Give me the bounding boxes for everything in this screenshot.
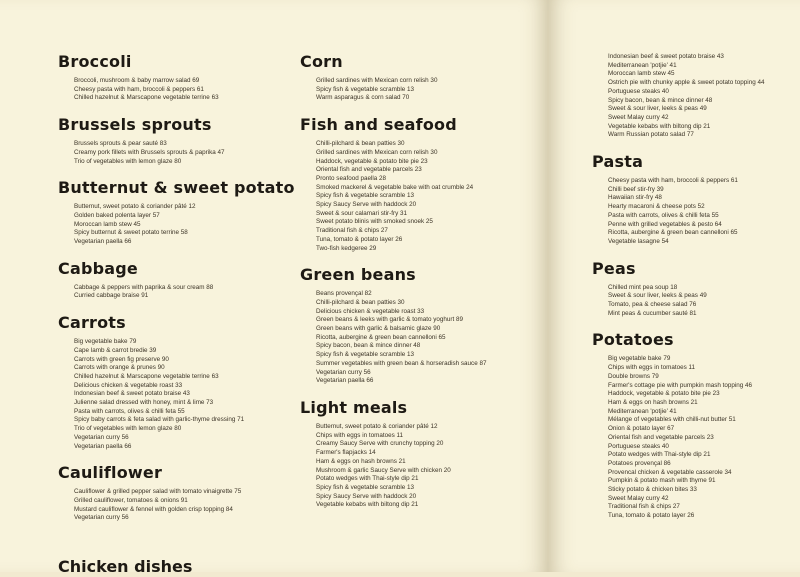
recipe-entry: Potatoes provençal 86 [608,459,671,467]
recipe-entry: Chilled mint pea soup 18 [608,283,678,291]
recipe-entry: Creamy Saucy Serve with crunchy topping 20 [316,440,444,448]
recipe-entry: Tuna, tomato & potato layer 26 [316,235,403,243]
recipe-entry: Vegetable lasagne 54 [608,237,669,245]
recipe-entry: Green beans & leeks with garlic & tomato yoghurt 89 [316,316,464,324]
recipe-entry: Sticky potato & chicken bites 33 [608,486,697,494]
recipe-entry: Ham & eggs on hash browns 21 [608,398,698,406]
recipe-entry: Spicy bacon, bean & mince dinner 48 [608,96,713,104]
recipe-entry: Traditional fish & chips 27 [316,227,388,235]
recipe-entry: Hearty macaroni & cheese pots 52 [608,203,705,211]
recipe-entry: Butternut, sweet potato & coriander pâté 12 [74,203,196,211]
recipe-entry: Spicy fish & vegetable scramble 13 [316,351,415,359]
recipe-list [592,284,792,319]
recipe-entry: Potato wedges with Thai-style dip 21 [608,451,711,459]
recipe-list [300,423,540,510]
recipe-entry: Big vegetable bake 79 [74,338,137,346]
recipe-entry: Haddock, vegetable & potato bite pie 23 [316,157,428,165]
recipe-entry: Oriental fish and vegetable parcels 23 [608,433,714,441]
recipe-entry: Moroccan lamb stew 45 [74,220,141,228]
section-broccoli [58,52,278,103]
recipe-entry: Onion & potato layer 67 [608,425,675,433]
section-light-meals [300,398,540,510]
index-column-3 [592,53,792,521]
section-peas [592,259,792,319]
recipe-entry: Sweet Malay curry 42 [608,113,669,121]
recipe-entry: Mediterranean 'potjie' 41 [608,407,677,415]
recipe-entry: Delicious chicken & vegetable roast 33 [316,307,425,315]
section-corn [300,52,540,103]
recipe-list [58,77,278,103]
recipe-entry: Trio of vegetables with lemon glaze 80 [74,157,182,165]
recipe-entry: Chips with eggs in tomatoes 11 [608,364,696,372]
section-heading: Light meals [300,397,408,417]
recipe-entry: Portuguese steaks 40 [608,87,669,95]
recipe-entry: Pumpkin & potato mash with thyme 91 [608,477,716,485]
recipe-list [58,284,278,301]
recipe-entry: Ricotta, aubergine & green bean cannelloni 65 [316,333,446,341]
section-carrots [58,313,278,451]
recipe-entry: Potato wedges with Thai-style dip 21 [316,475,419,483]
section-brussels-sprouts [58,115,278,166]
recipe-entry: Pasta with carrots, olives & chilli feta 55 [74,407,185,415]
recipe-list [300,140,540,253]
recipe-entry: Summer vegetables with green bean & horseradish sauce 87 [316,359,487,367]
recipe-entry: Sweet & sour liver, leeks & peas 49 [608,292,707,300]
recipe-entry: Sweet Malay curry 42 [608,494,669,502]
recipe-entry: Ham & eggs on hash browns 21 [316,457,406,465]
recipe-list [58,338,278,451]
recipe-entry: Curried cabbage braise 91 [74,292,149,300]
recipe-entry: Cape lamb & carrot bredie 39 [74,346,157,354]
section-heading: Fish and seafood [300,115,457,135]
section-pasta [592,152,792,247]
recipe-entry: Spicy baby carrots & feta salad with garlic-thyme dressing 71 [74,416,245,424]
cut-off-heading: Chicken dishes [58,557,193,576]
recipe-entry: Vegetable kebabs with biltong dip 21 [316,501,419,509]
section-heading: Cauliflower [58,463,163,483]
recipe-entry: Creamy pork fillets with Brussels sprouts & paprika 47 [74,148,225,156]
recipe-entry: Provencal chicken & vegetable casserole 34 [608,468,732,476]
recipe-entry: Pronto seafood paella 28 [316,174,387,182]
recipe-entry: Haddock, vegetable & potato bite pie 23 [608,390,720,398]
recipe-entry: Indonesian beef & sweet potato braise 43 [608,53,724,60]
recipe-entry: Vegetarian curry 56 [74,514,129,522]
recipe-entry: Beans provençal 82 [316,290,372,298]
recipe-entry: Hawaiian stir-fry 48 [608,194,662,202]
recipe-entry: Spicy fish & vegetable scramble 13 [316,192,415,200]
section-heading: Pasta [592,152,644,172]
recipe-entry: Farmer's cottage pie with pumpkin mash topping 46 [608,381,753,389]
recipe-entry: Grilled sardines with Mexican corn relish 30 [316,148,438,156]
recipe-entry: Tomato, pea & cheese salad 76 [608,301,697,309]
recipe-entry: Green beans with garlic & balsamic glaze 90 [316,325,441,333]
recipe-entry: Vegetarian paella 66 [74,238,132,246]
recipe-entry: Trio of vegetables with lemon glaze 80 [74,425,182,433]
recipe-entry: Vegetable kebabs with biltong dip 21 [608,122,711,130]
recipe-entry: Warm asparagus & corn salad 70 [316,94,410,102]
recipe-entry: Big vegetable bake 79 [608,355,671,363]
index-column-2 [300,52,540,510]
recipe-entry: Spicy Saucy Serve with haddock 20 [316,201,417,209]
recipe-entry: Chilli-pilchard & bean patties 30 [316,140,405,148]
recipe-entry: Butternut, sweet potato & coriander pâté 12 [316,422,438,430]
recipe-entry: Golden baked polenta layer 57 [74,211,160,219]
recipe-entry: Cauliflower & grilled pepper salad with tomato vinaigrette 75 [74,488,242,496]
recipe-list [58,140,278,166]
recipe-entry: Ostrich pie with chunky apple & sweet potato topping 44 [608,79,765,87]
recipe-entry: Grilled cauliflower, tomatoes & onions 91 [74,496,188,504]
section-heading: Butternut & sweet potato [58,178,295,198]
continued-recipe-list [592,53,792,140]
recipe-entry: Mediterranean 'potjie' 41 [608,61,677,69]
recipe-entry: Sweet & sour calamari stir-fry 31 [316,209,407,217]
recipe-entry: Traditional fish & chips 27 [608,503,680,511]
section-cabbage [58,259,278,301]
recipe-entry: Penne with grilled vegetables & pesto 64 [608,220,722,228]
recipe-entry: Cheesy pasta with ham, broccoli & peppers 61 [608,177,738,185]
recipe-entry: Oriental fish and vegetable parcels 23 [316,166,422,174]
recipe-entry: Chilli beef stir-fry 39 [608,185,664,193]
recipe-list [300,290,540,386]
section-heading: Potatoes [592,330,674,350]
recipe-entry: Indonesian beef & sweet potato braise 43 [74,390,190,398]
recipe-entry: Vegetarian curry 56 [316,368,371,376]
index-column-1 [58,52,295,523]
recipe-entry: Pasta with carrots, olives & chilli feta 55 [608,211,719,219]
recipe-entry: Mushroom & garlic Saucy Serve with chicken 20 [316,466,451,474]
recipe-entry: Two-fish kedgeree 29 [316,244,377,252]
recipe-list [58,488,278,523]
recipe-entry: Mint peas & cucumber sauté 81 [608,309,697,317]
section-heading: Broccoli [58,52,132,71]
recipe-entry: Ricotta, aubergine & green bean cannelloni 65 [608,229,738,237]
recipe-entry: Mélange of vegetables with chilli-nut butter 51 [608,416,736,424]
recipe-entry: Portuguese steaks 40 [608,442,669,450]
recipe-entry: Vegetarian curry 56 [74,433,129,441]
section-heading: Peas [592,258,636,278]
section-cauliflower [58,463,278,523]
recipe-entry: Brussels sprouts & pear sauté 83 [74,140,167,148]
recipe-entry: Chilled hazelnut & Marscapone vegetable terrine 63 [74,372,219,380]
section-butternut [58,178,295,247]
recipe-entry: Carrots with orange & prunes 90 [74,364,165,372]
section-heading: Carrots [58,313,126,333]
recipe-entry: Spicy Saucy Serve with haddock 20 [316,492,417,500]
recipe-entry: Julienne salad dressed with honey, mint & lime 73 [74,399,214,407]
recipe-entry: Tuna, tomato & potato layer 26 [608,512,695,520]
recipe-entry: Warm Russian potato salad 77 [608,131,694,139]
section-heading: Corn [300,52,343,71]
section-heading: Brussels sprouts [58,115,212,135]
recipe-entry: Cheesy pasta with ham, broccoli & peppers 61 [74,85,204,93]
recipe-entry: Vegetarian paella 66 [74,442,132,450]
section-heading: Green beans [300,265,416,285]
section-potatoes [592,330,792,520]
recipe-entry: Moroccan lamb stew 45 [608,70,675,78]
section-green-beans [300,265,540,386]
recipe-entry: Spicy fish & vegetable scramble 13 [316,483,415,491]
recipe-entry: Grilled sardines with Mexican corn relish 30 [316,77,438,84]
recipe-list [592,355,792,520]
recipe-entry: Double browns 79 [608,372,659,380]
recipe-entry: Smoked mackerel & vegetable bake with oat crumble 24 [316,183,474,191]
recipe-entry: Sweet & sour liver, leeks & peas 49 [608,105,707,113]
section-fish-and-seafood [300,115,540,253]
recipe-list [58,203,278,247]
recipe-entry: Cabbage & peppers with paprika & sour cream 88 [74,283,214,291]
section-heading: Cabbage [58,258,138,278]
recipe-entry: Sweet potato blinis with smoked snoek 25 [316,218,433,226]
recipe-entry: Delicious chicken & vegetable roast 33 [74,381,183,389]
recipe-list [592,177,792,247]
recipe-entry: Vegetarian paella 66 [316,377,374,385]
recipe-entry: Farmer's flapjacks 14 [316,449,376,457]
recipe-list [300,77,540,103]
recipe-entry: Spicy fish & vegetable scramble 13 [316,85,415,93]
recipe-entry: Spicy butternut & sweet potato terrine 58 [74,229,188,237]
recipe-entry: Chilli-pilchard & bean patties 30 [316,298,405,306]
recipe-entry: Chips with eggs in tomatoes 11 [316,431,404,439]
recipe-entry: Carrots with green fig preserve 90 [74,355,169,363]
recipe-entry: Chilled hazelnut & Marscapone vegetable terrine 63 [74,94,219,102]
recipe-entry: Broccoli, mushroom & baby marrow salad 69 [74,77,200,84]
recipe-entry: Mustard cauliflower & fennel with golden crisp topping 84 [74,505,233,513]
recipe-entry: Spicy bacon, bean & mince dinner 48 [316,342,421,350]
